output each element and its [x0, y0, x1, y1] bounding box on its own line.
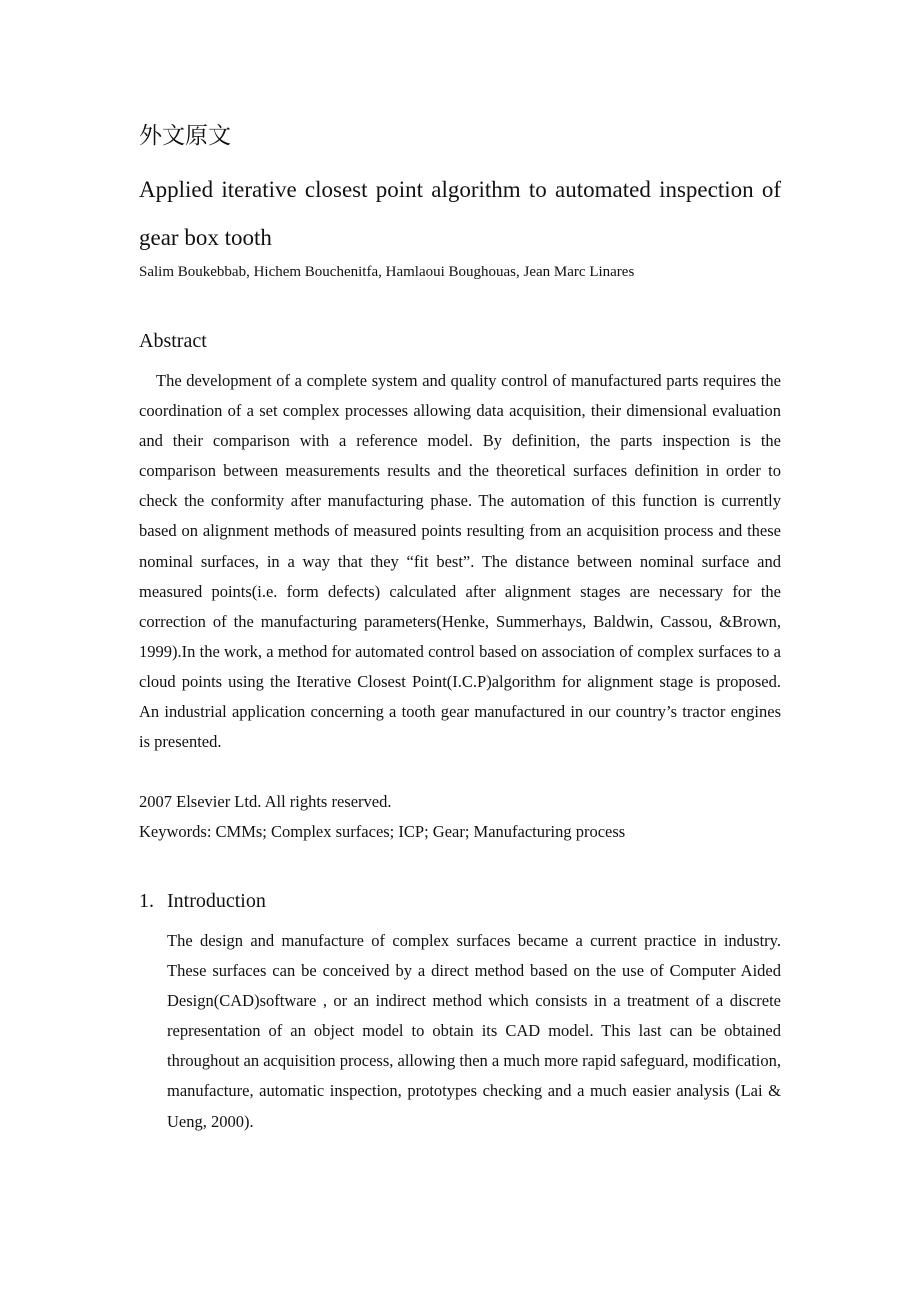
section-heading-original-text: 外文原文	[139, 123, 231, 149]
introduction-body: The design and manufacture of complex surfaces became a current practice in industry. These surfaces can be conceived by a direct method based on the use of Computer Aided Design(CAD)software , or an indirect method which consists in a treatment of a discrete representation of an object model to obtain its CAD model. This last can be obtained throughout an acquisition process, allowing then a much more rapid safeguard, modification, manufacture, automatic inspection, prototypes checking and a much easier analysis (Lai & Ueng, 2000).	[167, 931, 782, 1131]
copyright-line: 2007 Elsevier Ltd. All rights reserved.	[139, 792, 392, 811]
authors-line: Salim Boukebbab, Hichem Bouchenitfa, Hamlaoui Boughouas, Jean Marc Linares	[139, 264, 635, 280]
paper-title: Applied iterative closest point algorithm to automated inspection of gear box tooth	[139, 177, 781, 250]
keywords-line: Keywords: CMMs; Complex surfaces; ICP; Gear; Manufacturing process	[139, 822, 626, 841]
section-number: 1.	[139, 890, 154, 912]
introduction-heading	[139, 888, 266, 914]
abstract-body: The development of a complete system and quality control of manufactured parts requires the coordination of a set complex processes allowing data acquisition, their dimensional evaluation and their comparison with a reference model. By definition, the parts inspection is the comparison between measurements results and the theoretical surfaces definition in order to check the conformity after manufacturing phase. The automation of this function is currently based on alignment methods of measured points resulting from an acquisition process and these nominal surfaces, in a way that they “fit best”. The distance between nominal surface and measured points(i.e. form defects) calculated after alignment stages are necessary for the correction of the manufacturing parameters(Henke, Summerhays, Baldwin, Cassou, &Brown, 1999).In the work, a method for automated control based on association of complex surfaces to a cloud points using the Iterative Closest Point(I.C.P)algorithm for alignment stage is proposed. An industrial application concerning a tooth gear manufactured in our country’s tractor engines is presented.	[139, 371, 781, 752]
introduction-heading-label: Introduction	[167, 890, 266, 912]
abstract-heading: Abstract	[139, 330, 207, 352]
